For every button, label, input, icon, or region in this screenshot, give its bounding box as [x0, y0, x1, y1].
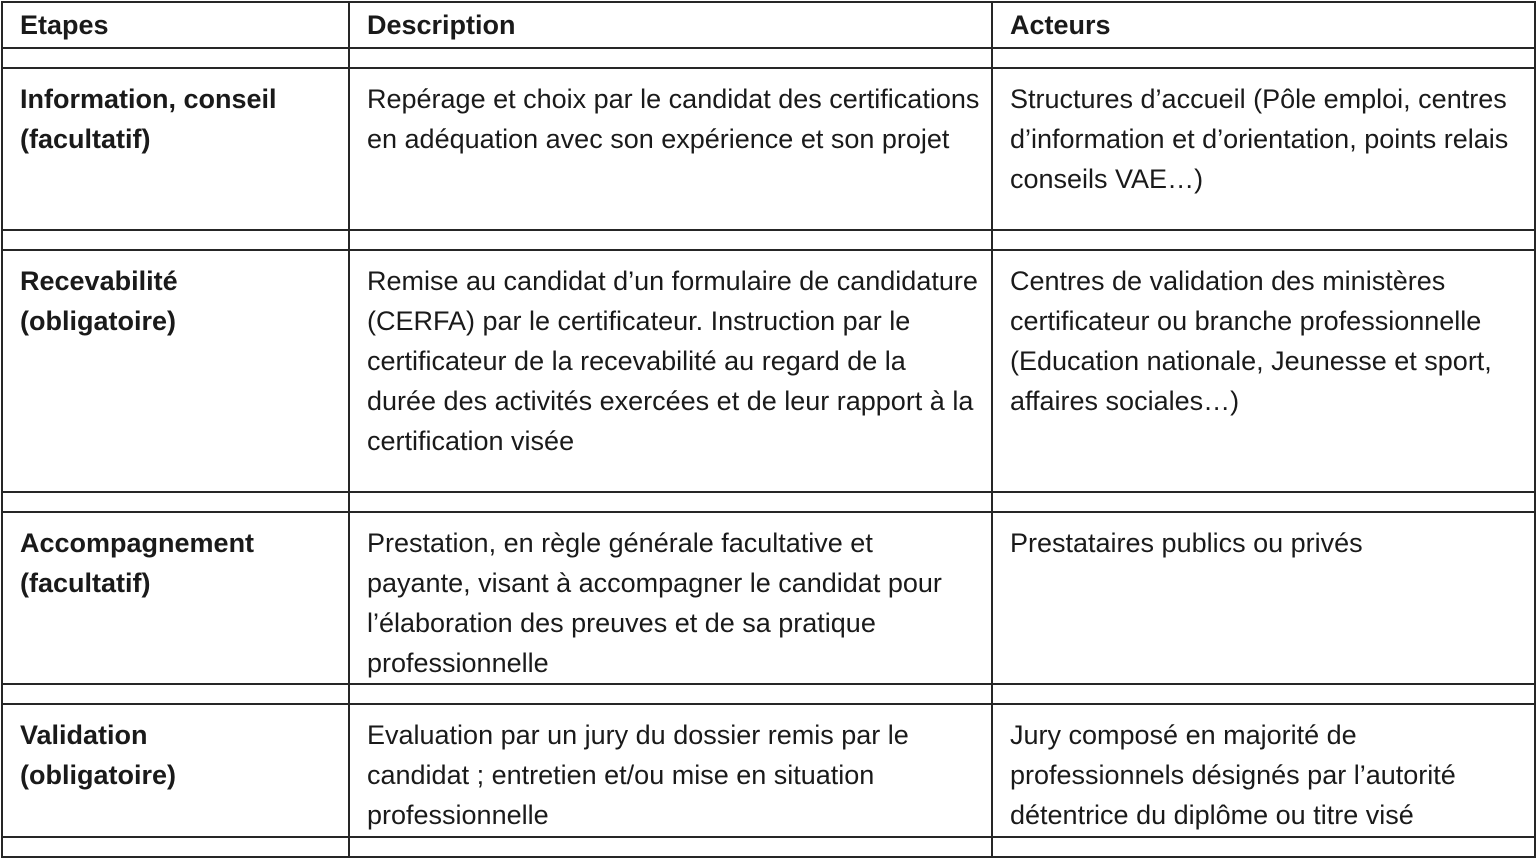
step-cell — [2, 250, 349, 492]
table-row — [2, 512, 1535, 684]
actors-cell: Jury composé en majorité de professionnels désignés par l’autorité détentrice du diplôme ou titre visé — [992, 704, 1535, 837]
description-cell: Repérage et choix par le candidat des certifications en adéquation avec son expérience et son projet — [349, 68, 992, 230]
table-row — [2, 68, 1535, 230]
step-qualifier: (obligatoire) — [20, 760, 176, 790]
header-description: Description — [349, 2, 992, 48]
table-row — [2, 250, 1535, 492]
step-cell — [2, 704, 349, 837]
actors-cell: Centres de validation des ministères certificateur ou branche professionnelle (Education nationale, Jeunesse et sport, affaires sociales…) — [992, 250, 1535, 492]
description-cell: Evaluation par un jury du dossier remis par le candidat ; entretien et/ou mise en situation professionnelle — [349, 704, 992, 837]
step-cell — [2, 512, 349, 684]
table-header-row — [2, 2, 1535, 48]
description-cell: Prestation, en règle générale facultative et payante, visant à accompagner le candidat pour l’élaboration des preuves et de sa pratique professionnelle — [349, 512, 992, 684]
step-qualifier: (facultatif) — [20, 568, 151, 598]
table-spacer-row — [2, 230, 1535, 250]
header-actors: Acteurs — [992, 2, 1535, 48]
table-spacer-row — [2, 48, 1535, 68]
step-cell — [2, 68, 349, 230]
table-spacer-row — [2, 837, 1535, 857]
header-steps: Etapes — [2, 2, 349, 48]
actors-cell: Prestataires publics ou privés — [992, 512, 1535, 684]
step-qualifier: (obligatoire) — [20, 306, 176, 336]
table-spacer-row — [2, 492, 1535, 512]
step-name: Validation — [20, 720, 148, 750]
description-cell: Remise au candidat d’un formulaire de candidature (CERFA) par le certificateur. Instruction par le certificateur de la recevabilité au regard de la durée des activités exercées et de leur rapport à la certification visée — [349, 250, 992, 492]
table-spacer-row — [2, 684, 1535, 704]
step-name: Accompagnement — [20, 528, 255, 558]
step-name: Information, conseil — [20, 84, 277, 114]
actors-cell: Structures d’accueil (Pôle emploi, centres d’information et d’orientation, points relais conseils VAE…) — [992, 68, 1535, 230]
step-name: Recevabilité — [20, 266, 178, 296]
table-row — [2, 704, 1535, 837]
step-qualifier: (facultatif) — [20, 124, 151, 154]
vae-steps-table — [1, 1, 1536, 858]
